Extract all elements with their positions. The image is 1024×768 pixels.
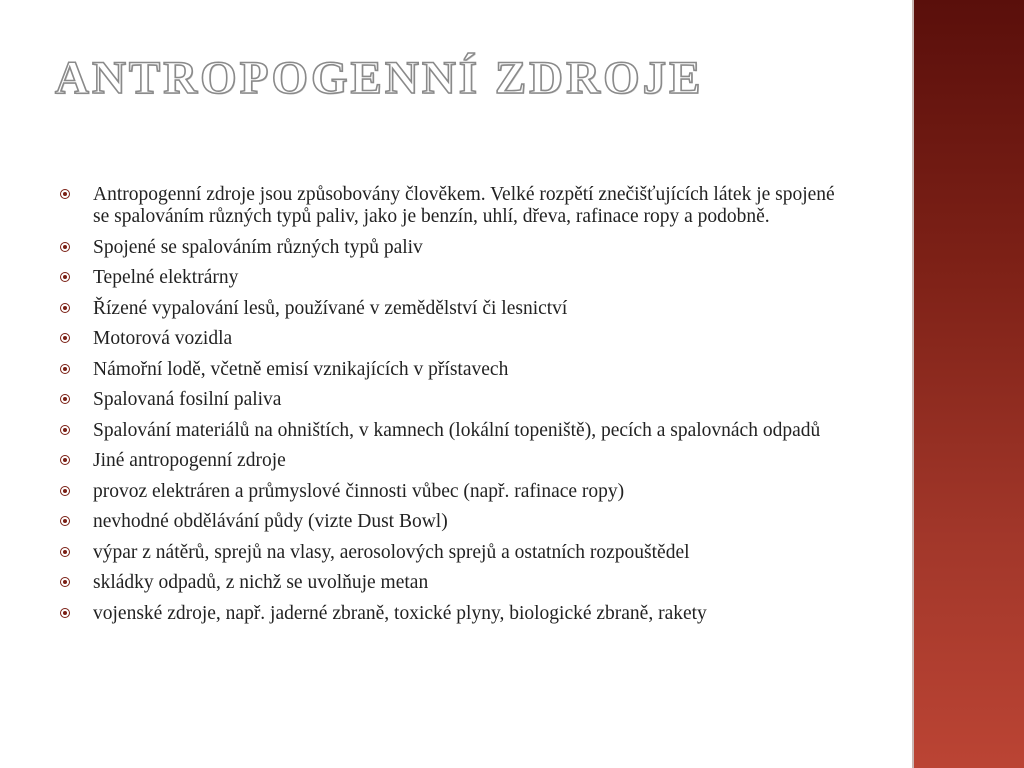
bullet-item — [60, 511, 850, 533]
circle-dot-icon — [60, 303, 70, 313]
circle-dot-icon — [60, 516, 70, 526]
circle-dot-icon — [60, 425, 70, 435]
circle-dot-icon — [60, 486, 70, 496]
bullet-item — [60, 184, 850, 228]
bullet-item — [60, 267, 850, 289]
bullet-item — [60, 328, 850, 350]
bullet-item — [60, 420, 850, 442]
bullet-text: skládky odpadů, z nichž se uvolňuje metan — [93, 572, 429, 593]
bullet-text: Tepelné elektrárny — [93, 267, 239, 288]
slide-title: ANTROPOGENNÍ ZDROJE — [55, 52, 704, 104]
bullet-text: nevhodné obdělávání půdy (vizte Dust Bowl) — [93, 511, 448, 532]
bullet-item — [60, 481, 850, 503]
bullet-text: provoz elektráren a průmyslové činnosti vůbec (např. rafinace ropy) — [93, 480, 625, 502]
circle-dot-icon — [60, 577, 70, 587]
bullet-text: Spojené se spalováním různých typů paliv — [93, 236, 423, 258]
bullet-item — [60, 237, 850, 259]
circle-dot-icon — [60, 394, 70, 404]
bullet-item — [60, 298, 850, 320]
circle-dot-icon — [60, 547, 70, 557]
bullet-text: Spalování materiálů na ohništích, v kamnech (lokální topeniště), pecích a spalovnách odpadů — [93, 419, 821, 441]
circle-dot-icon — [60, 455, 70, 465]
bullet-text: Řízené vypalování lesů, používané v zemědělství či lesnictví — [93, 297, 568, 319]
bullet-text: vojenské zdroje, např. jaderné zbraně, toxické plyny, biologické zbraně, rakety — [93, 602, 707, 624]
bullet-text: Spalovaná fosilní paliva — [93, 389, 282, 410]
circle-dot-icon — [60, 364, 70, 374]
bullet-text: Motorová vozidla — [93, 328, 233, 349]
bullet-item — [60, 359, 850, 381]
bullet-text: Jiné antropogenní zdroje — [93, 450, 286, 471]
bullet-item — [60, 389, 850, 411]
circle-dot-icon — [60, 272, 70, 282]
circle-dot-icon — [60, 333, 70, 343]
circle-dot-icon — [60, 608, 70, 618]
bullet-list — [60, 184, 850, 633]
bullet-item — [60, 603, 850, 625]
bullet-item — [60, 572, 850, 594]
bullet-text: Antropogenní zdroje jsou způsobovány člověkem. Velké rozpětí znečišťujících látek je spojené se spalováním různých typů paliv, jako je benzín, uhlí, dřeva, rafinace ropy a podobně. — [93, 184, 835, 227]
decorative-side-panel — [912, 0, 1024, 768]
bullet-item — [60, 450, 850, 472]
bullet-text: Námořní lodě, včetně emisí vznikajících v přístavech — [93, 358, 509, 380]
circle-dot-icon — [60, 189, 70, 199]
circle-dot-icon — [60, 242, 70, 252]
bullet-item — [60, 542, 850, 564]
bullet-text: výpar z nátěrů, sprejů na vlasy, aerosolových sprejů a ostatních rozpouštědel — [93, 541, 690, 563]
